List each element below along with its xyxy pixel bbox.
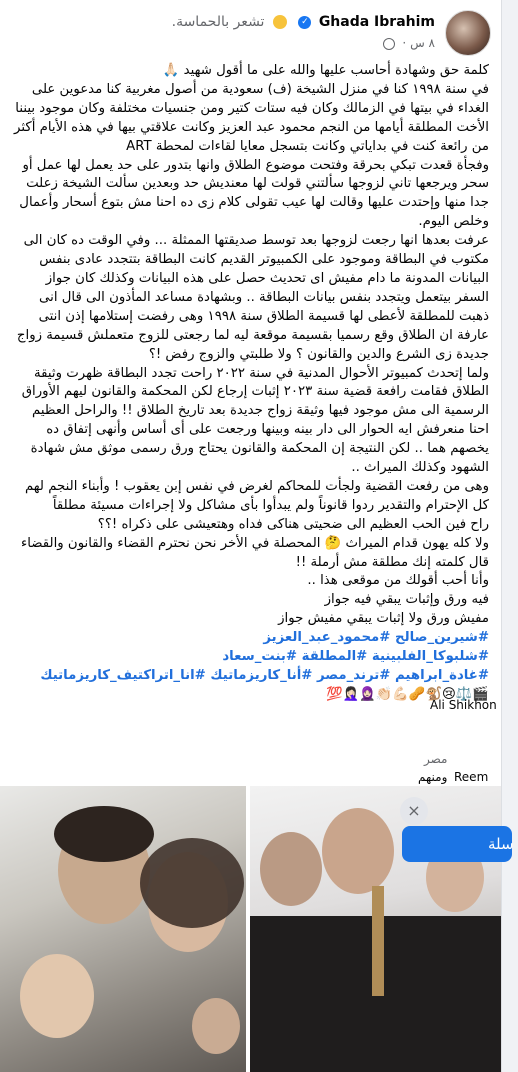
hashtag-line[interactable]: #غادة_ابراهيم #ترند_مصر #أنا_كاريزماتيك #انا_اتراكتيف_كاريزماتيك bbox=[40, 668, 489, 683]
post-paragraph: كلمة حق وشهادة أحاسب عليها والله على ما أقول شهيد 🙏🏻 bbox=[162, 63, 489, 78]
send-button[interactable]: سلة bbox=[402, 826, 512, 862]
post-header bbox=[11, 8, 491, 58]
post-paragraph: في سنة ١٩٩٨ كنا في منزل الشيخة (ف) سعودية من أصول مغربية كنا مدعوين على الغداء في بيتها في الزمالك وكان فيه ستات كتير ومن جنسيات مختلفة وكان موجود بيننا الأخت المطلقة أيامها من النجم محمود عبد العزيز وكانت علاقتي بيها في هذه الأيام أكثر من رائعة كنت في بداياتي وكانت بتسجل معايا لقاءات لمحطة ART bbox=[14, 81, 489, 154]
post-meta: ٨ س · bbox=[383, 36, 435, 50]
emoji-line: 🎬⚖️😢🐒🥜💪🏻👏🏻🧕🏻🤦🏻‍♀️💯 bbox=[326, 686, 489, 702]
post-time[interactable]: ٨ س bbox=[410, 36, 435, 50]
author-name[interactable]: Ghada Ibrahim bbox=[318, 14, 435, 30]
post-paragraph: فيه ورق وإثبات يبقي فيه جواز bbox=[324, 592, 489, 608]
hashtag-line[interactable]: #شلبوكا_الفلبينية #المطلقة #بنت_سعاد bbox=[222, 649, 489, 665]
post-paragraph: مفيش ورق ولا إثبات يبقي مفيش جواز bbox=[278, 611, 489, 627]
fragment-text: ومنهم bbox=[418, 770, 448, 784]
post-paragraph: وأنا أحب أقولك من موقعى هذا .. bbox=[307, 573, 489, 589]
commenter-name[interactable]: Reem bbox=[454, 770, 489, 784]
post-body bbox=[13, 62, 489, 705]
feeling-text: تشعر بالحماسة. bbox=[171, 14, 265, 30]
post-paragraph: عرفت بعدها انها رجعت لزوجها بعد توسط صديقتها الممثلة ... وفي الوقت ده كان الى مكتوب في البطاقة وموجود على الكمبيوتر القديم كانت البطاقة بتتجدد عادى بنفس البيانات المدونة ما دام مفيش اى تحديث حصل على هذه البيانات وكذلك كان جواز السفر بيتعمل ويتجدد بنفس بيانات البطاقة .. وبشهادة مساعد المأذون الى قال انى ذهبت للمطلقة لأعطى لها قسيمة الطلاق سنة ١٩٩٨ وهى رفضت إستلامها إذن انتى عارفة ان الطلاق وقع رسميا بقسيمة موقعة ليه لما رجعتى للزوج متعملش قسيمة زواج جديدة زى الشرع والدين والقانون ؟ ولا طلبتي والزوج رفض !؟ bbox=[16, 233, 489, 362]
close-icon[interactable]: × bbox=[400, 797, 428, 825]
public-globe-icon bbox=[383, 38, 395, 50]
fragment-text: مصر bbox=[424, 752, 448, 766]
post-paragraph: ولما إتحدث كمبيوتر الأحوال المدنية في سنة ٢٠٢٢ راحت تجدد البطاقة ظهرت وثيقة الطلاق فقامت رافعة قضية سنة ٢٠٢٣ إثبات إرجاع لكن المحكمة والقانون ليهم الأوراق الرسمية الى مش موجود فيها وثيقة زواج جديدة بعد تاريخ الطلاق !! والراحل العظيم احنا منعرفش ايه الحوار الى دار بينه وبينها ورجعت على أى أساس وأنهى إتفاق ده يخصهم هما .. لكن النتيجة إن المحكمة والقانون يحتاج ورق رسمى موثق مش شهادة الشهود وكذلك الميراث .. bbox=[21, 365, 489, 476]
author-avatar[interactable] bbox=[445, 10, 491, 56]
post-paragraph: راح فين الحب العظيم الى ضحيتى هناكى فداه وهتعيشى على ذكراه !؟؟ bbox=[97, 516, 489, 532]
post-paragraph: ولا كله يهون قدام الميراث 🤔 المحصلة في الأخر نحن نحترم القضاء والقانون والقضاء قال كلمته إنك مطلقة مش أرملة !! bbox=[20, 535, 489, 570]
post-paragraph: وفجأة قعدت تبكي بحرقة وفتحت موضوع الطلاق وانها بتدور على حد يعمل لها عمل أو سحر ويرجعها تاني لزوجها سألتني قولت لها معنديش حد وبعدين سألت الشيخة زعلت جدا منها وإحتدت عليها وقالت لها عيب تقولى كلام زى ده احنا مش بتوع أسحار وأعمال وخلص اليوم. bbox=[19, 157, 489, 230]
verified-badge-icon: ✓ bbox=[298, 16, 311, 29]
hashtag-line[interactable]: #شيرين_صالح #محمود_عبد_العزيز bbox=[263, 630, 489, 646]
feeling-emoji-icon bbox=[273, 15, 287, 29]
family-photo[interactable] bbox=[0, 786, 246, 1072]
post-paragraph: وهى من رفعت القضية ولجأت للمحاكم لغرض في نفس إبن يعقوب ! وأبناء النجم لهم كل الإحترام والتقدير ردوا قانوناً ولم يبدأوا بأى مشاكل ولا إجراءات مسيئة مطلقاً bbox=[24, 478, 489, 513]
author-line bbox=[172, 14, 435, 30]
commenter-name[interactable]: Ali Shikhon bbox=[430, 698, 497, 712]
